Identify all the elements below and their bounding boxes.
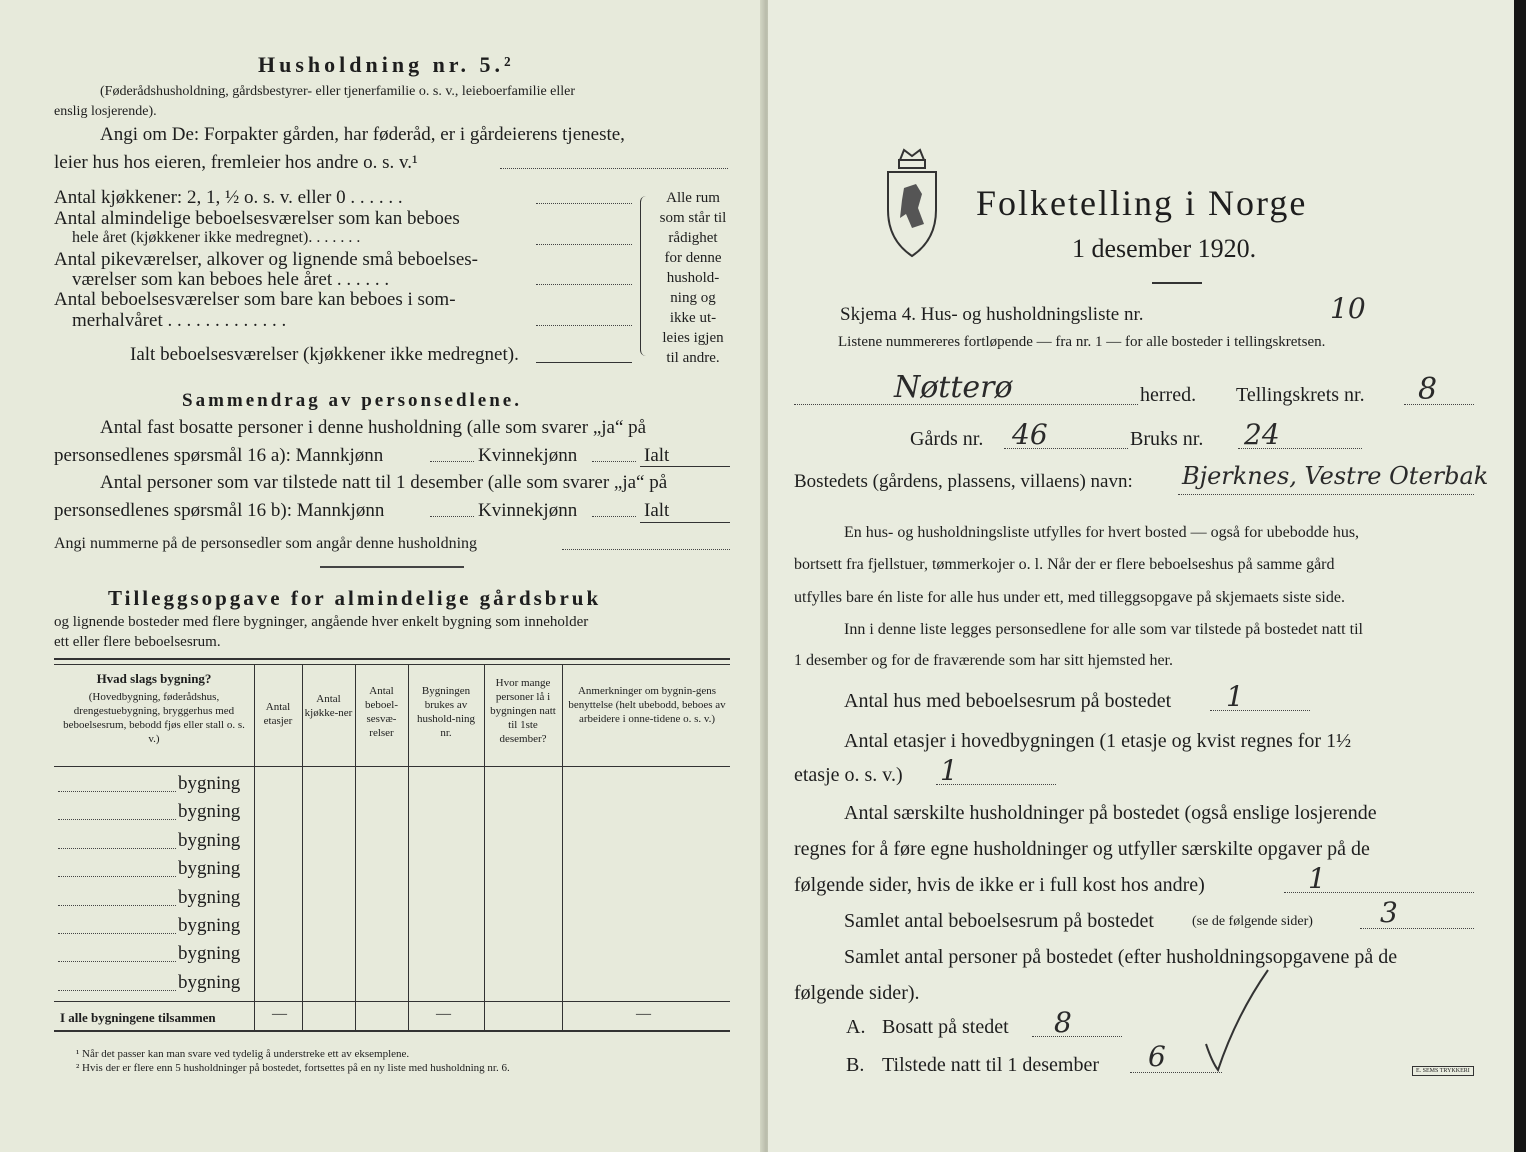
krets-value[interactable]: 8 [1418, 372, 1438, 407]
farm-intro-2: ett eller flere beboelsesrum. [54, 634, 221, 650]
small-rooms-answer-line[interactable] [536, 284, 632, 285]
schema-label: Skjema 4. Hus- og husholdningsliste nr. [840, 304, 1144, 325]
households-question-2: regnes for å føre egne husholdninger og utfyller særskilte opgaver på de [794, 838, 1370, 860]
summary-resident-line: Antal fast bosatte personer i denne husholdning (alle som svarer „ja“ på [100, 417, 647, 438]
col-building-type-subheader: (Hovedbygning, føderådshus, drengestuebygning, bryggerhus med beboelsesrum, bebodd fjøs eller stall o. s. v.) [63, 691, 245, 745]
total-remarks-mark: — [636, 1006, 651, 1022]
rooms-line [1360, 928, 1474, 929]
col-kitchens-header: Antal kjøkke-ner [304, 693, 353, 719]
building-row-label: bygning [178, 773, 241, 794]
bosted-label: Bostedets (gårdens, plassens, villaens) navn: [794, 471, 1133, 492]
resident-male-field[interactable] [430, 461, 474, 462]
present-answer[interactable]: 6 [1148, 1040, 1166, 1073]
krets-line [1404, 404, 1474, 405]
gards-line [1004, 448, 1128, 449]
floors-question: Antal etasjer i hovedbygningen (1 etasje og kvist regnes for 1½ [844, 730, 1352, 752]
resident-female-label: Kvinnekjønn [478, 445, 578, 466]
summary-present-line-2: personsedlenes spørsmål 16 b): Mannkjønn [54, 500, 385, 521]
present-male-field[interactable] [430, 516, 474, 517]
rooms-answer[interactable]: 3 [1380, 896, 1398, 929]
instruction-4: Inn i denne liste legges personsedlene for alle som var tilstede på bostedet natt til [844, 621, 1363, 638]
side-note-line: hushold- [666, 270, 720, 286]
summer-rooms-label-2: merhalvåret . . . . . . . . . . . . . [72, 310, 287, 331]
herred-label: herred. [1140, 384, 1197, 406]
kitchens-label: Antal kjøkkener: 2, 1, ½ o. s. v. eller 0 . . . . . . [54, 187, 403, 208]
building-row-label: bygning [178, 858, 241, 880]
household-intro-note: (Føderådshusholdning, gårdsbestyrer- eller tjenerfamilie o. s. v., leieboerfamilie eller [100, 84, 576, 99]
houses-line [1210, 710, 1310, 711]
present-female-label: Kvinnekjønn [478, 500, 578, 521]
floors-line [936, 784, 1056, 785]
households-answer[interactable]: 1 [1308, 862, 1326, 895]
small-rooms-label: Antal pikeværelser, alkover og lignende små beboelses- [54, 249, 478, 270]
table-header-border [54, 766, 730, 767]
present-female-field[interactable] [592, 516, 636, 517]
resident-line [1032, 1036, 1122, 1037]
person-numbers-label: Angi nummerne på de personsedler som angår denne husholdning [54, 535, 478, 552]
checkmark-icon [1202, 966, 1272, 1076]
resident-total-label: Ialt [644, 445, 670, 466]
household-title: Husholdning nr. 5.² [258, 52, 515, 77]
bruks-value[interactable]: 24 [1244, 418, 1280, 451]
building-type-field[interactable] [58, 905, 176, 906]
resident-label: Bosatt på stedet [882, 1016, 1009, 1038]
herred-line [794, 404, 1138, 405]
printer-mark: E. SEMS TRYKKERI [1412, 1066, 1474, 1076]
present-total-label: Ialt [644, 500, 670, 521]
summary-resident-line-2: personsedlenes spørsmål 16 a): Mannkjønn [54, 445, 384, 466]
side-brace [640, 196, 647, 356]
instruction-2: bortsett fra fjellstuer, tømmerkojer o. l. Når der er flere beboelseshus på samme gård [794, 556, 1335, 573]
building-type-field[interactable] [58, 791, 176, 792]
total-row-label: I alle bygningene tilsammen [60, 1010, 216, 1025]
building-type-field[interactable] [58, 876, 176, 877]
instruction-1: En hus- og husholdningsliste utfylles for hvert bosted — også for ubebodde hus, [844, 524, 1360, 541]
table-top-border-2 [54, 664, 730, 665]
present-total-field[interactable] [640, 522, 730, 523]
right-page [768, 0, 1514, 1152]
footnote-1: ¹ Når det passer kan man svare ved tydelig å understreke ett av eksemplene. [76, 1048, 410, 1060]
bosted-line [1178, 494, 1474, 495]
side-note-line: til andre. [666, 350, 720, 366]
question-tenure-2: leier hus hos eieren, fremleier hos andre o. s. v.¹ [54, 152, 418, 173]
gards-value[interactable]: 46 [1012, 418, 1048, 451]
norway-coat-of-arms-icon [882, 148, 942, 260]
bruks-line [1238, 448, 1362, 449]
bruks-label: Bruks nr. [1130, 428, 1204, 450]
person-numbers-field[interactable] [562, 549, 730, 550]
col-sep [562, 664, 563, 1030]
building-row-label: bygning [178, 801, 241, 823]
col-rooms-header: Antal beboel-sesvæ-relser [365, 685, 398, 739]
question-tenure: Angi om De: Forpakter gården, har føderåd, er i gårdeierens tjeneste, [100, 124, 625, 145]
col-remarks-header: Anmerkninger om bygnin-gens benyttelse (helt ubebodd, beboes av arbeidere i onne-tidene o. s. v.) [568, 685, 726, 725]
houses-question: Antal hus med beboelsesrum på bostedet [844, 690, 1172, 712]
total-household-mark: — [436, 1006, 451, 1022]
krets-label: Tellingskrets nr. [1236, 384, 1365, 406]
col-sep [254, 664, 255, 1030]
resident-female-field[interactable] [592, 461, 636, 462]
households-line [1284, 892, 1474, 893]
persons-question: Samlet antal personer på bostedet (efter husholdningsopgavene på de [844, 946, 1398, 968]
summer-rooms-label: Antal beboelsesværelser som bare kan beboes i som- [54, 289, 456, 310]
ordinary-rooms-answer-line[interactable] [536, 244, 632, 245]
building-row-label: bygning [178, 829, 241, 851]
persons-question-2: følgende sider). [794, 982, 920, 1004]
side-note-line: ning og [670, 290, 716, 306]
present-label-letter: B. [846, 1054, 865, 1076]
instruction-3: utfylles bare én liste for alle hus under ett, med tilleggsopgave på skjemaets siste side. [794, 589, 1345, 606]
building-row-label: bygning [178, 886, 241, 908]
present-label: Tilstede natt til 1 desember [882, 1054, 1100, 1076]
col-sep [484, 664, 485, 1030]
side-note-line: rådighet [668, 230, 718, 246]
bosted-value[interactable]: Bjerknes, Vestre Oterbak [1182, 462, 1489, 490]
divider [320, 566, 464, 568]
table-total-border [54, 1001, 730, 1002]
census-title: Folketelling i Norge [976, 183, 1308, 223]
building-type-field[interactable] [58, 848, 176, 849]
households-question-3: følgende sider, hvis de ikke er i full kost hos andre) [794, 874, 1205, 896]
col-floors-header: Antal etasjer [263, 701, 293, 727]
ordinary-rooms-label-2: hele året (kjøkkener ikke medregnet). . . . . . . [72, 229, 361, 246]
ordinary-rooms-label: Antal almindelige beboelsesværelser som kan beboes [54, 208, 460, 229]
building-type-field[interactable] [58, 990, 176, 991]
numbering-note: Listene nummereres fortløpende — fra nr. 1 — for alle bosteder i tellingskretsen. [838, 334, 1326, 350]
side-note [650, 188, 736, 368]
footnote-2: ² Hvis der er flere enn 5 husholdninger på bostedet, fortsettes på en ny liste med husholdning nr. 6. [76, 1062, 510, 1074]
side-note-line: leies igjen [662, 330, 724, 346]
resident-total-field[interactable] [640, 466, 730, 467]
household-intro-note-2: enslig losjerende). [54, 104, 157, 119]
side-note-line: Alle rum [666, 190, 720, 206]
tenure-answer-line[interactable] [500, 168, 728, 169]
total-floors-mark: — [272, 1006, 287, 1022]
col-building-type-header: Hvad slags bygning? [96, 671, 212, 686]
rooms-question: Samlet antal beboelsesrum på bostedet [844, 910, 1154, 932]
small-rooms-label-2: værelser som kan beboes hele året . . . . . . [72, 269, 390, 290]
resident-answer[interactable]: 8 [1054, 1006, 1072, 1039]
floors-question-2: etasje o. s. v.) [794, 764, 903, 786]
col-household-header: Bygningen brukes av hushold-ning nr. [416, 685, 476, 739]
schema-number[interactable]: 10 [1330, 292, 1366, 325]
scan-edge [1514, 0, 1526, 1152]
summer-rooms-answer-line[interactable] [536, 325, 632, 326]
herred-value[interactable]: Nøtterø [894, 370, 1013, 405]
gards-label: Gårds nr. [910, 428, 984, 450]
side-note-line: ikke ut- [669, 310, 717, 326]
building-type-field[interactable] [58, 819, 176, 820]
col-sep [302, 664, 303, 1030]
building-type-field[interactable] [58, 961, 176, 962]
total-rooms-answer-line[interactable] [536, 362, 632, 363]
houses-answer[interactable]: 1 [1226, 680, 1244, 713]
side-note-line: som står til [659, 210, 727, 226]
rooms-question-note: (se de følgende sider) [1192, 914, 1313, 929]
building-row-label: bygning [178, 915, 241, 936]
building-row-label: bygning [178, 943, 241, 965]
farm-intro: og lignende bosteder med flere bygninger, angående hver enkelt bygning som inneholder [54, 614, 589, 630]
table-top-border [54, 658, 730, 660]
col-sep [355, 664, 356, 1030]
building-row-label: bygning [178, 971, 241, 993]
farm-title: Tilleggsopgave for almindelige gårdsbruk [108, 586, 602, 610]
summary-title: Sammendrag av personsedlene. [182, 390, 522, 411]
summary-present-line: Antal personer som var tilstede natt til 1 desember (alle som svarer „ja“ på [100, 472, 668, 493]
title-rule [1152, 282, 1202, 284]
building-type-field[interactable] [58, 933, 176, 934]
instruction-5: 1 desember og for de fraværende som har sitt hjemsted her. [794, 652, 1173, 669]
kitchens-answer-line[interactable] [536, 203, 632, 204]
table-bottom-border [54, 1030, 730, 1032]
resident-label-letter: A. [846, 1016, 866, 1038]
total-rooms-label: Ialt beboelsesværelser (kjøkkener ikke medregnet). [130, 344, 519, 365]
households-question: Antal særskilte husholdninger på bostedet (også enslige losjerende [844, 802, 1377, 824]
col-persons-header: Hvor mange personer lå i bygningen natt til 1ste desember? [490, 677, 556, 745]
floors-answer[interactable]: 1 [940, 754, 958, 787]
col-sep [408, 664, 409, 1030]
census-date: 1 desember 1920. [1072, 234, 1257, 263]
side-note-line: for denne [664, 250, 722, 266]
